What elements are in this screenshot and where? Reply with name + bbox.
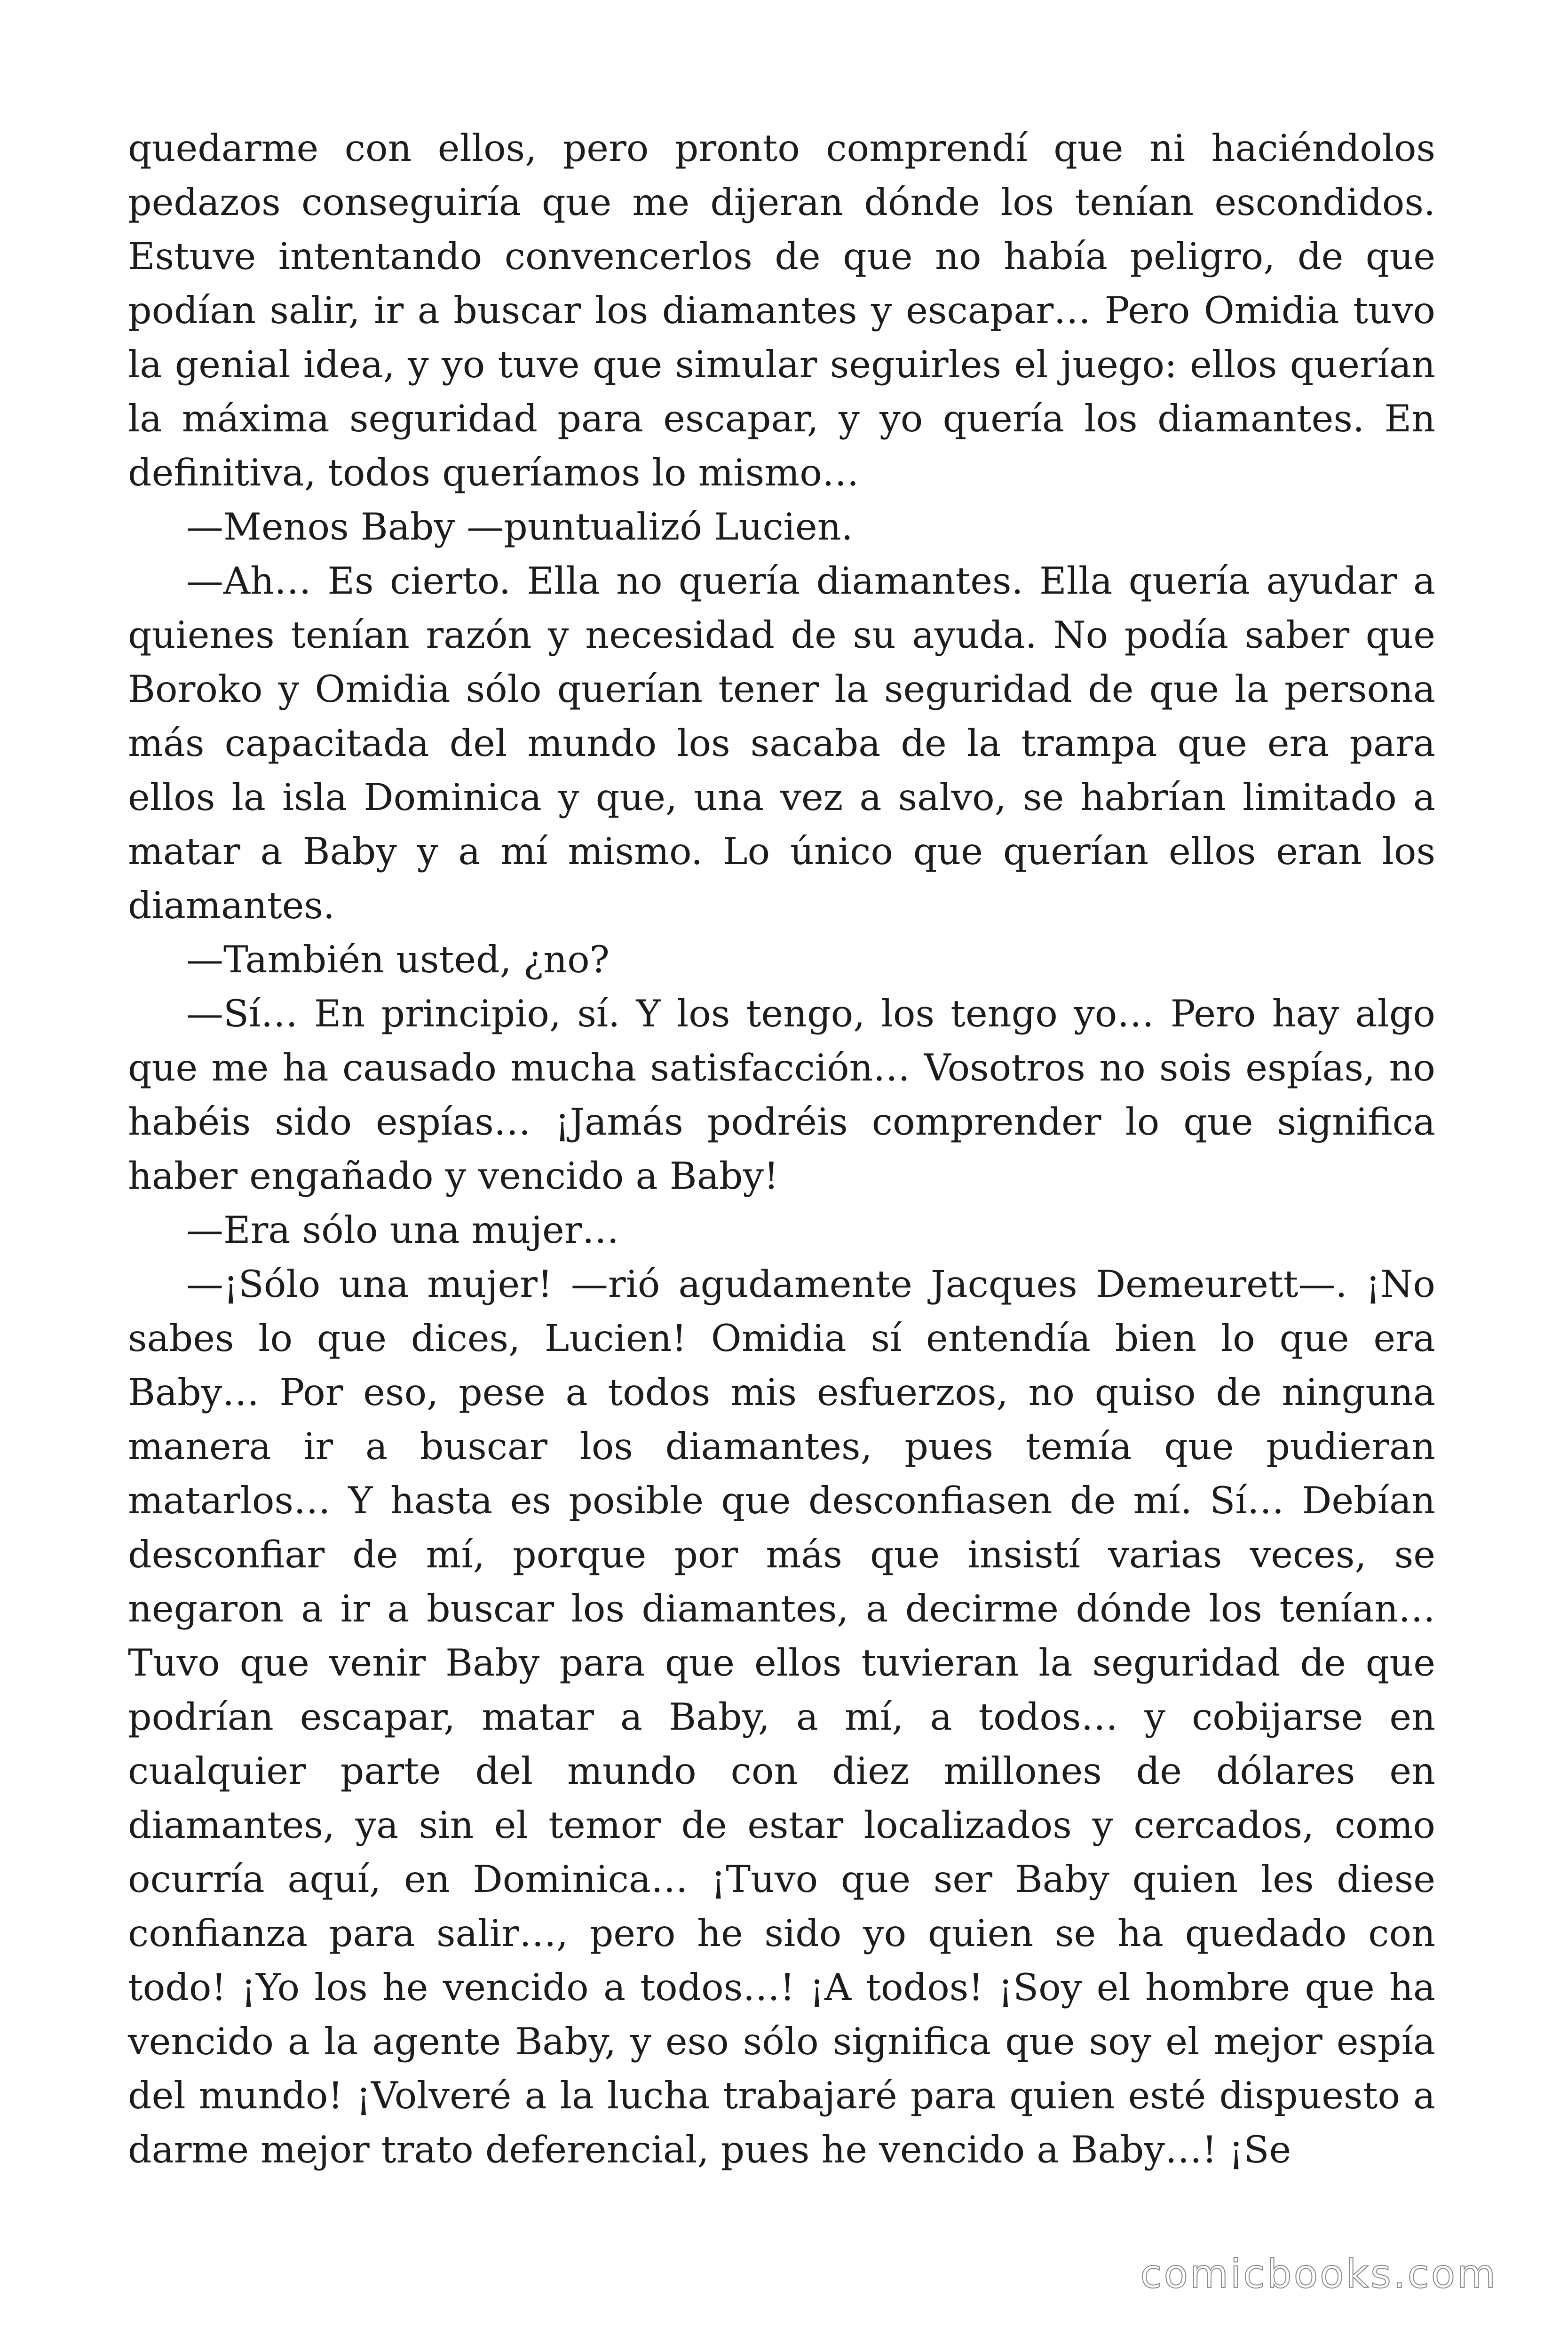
paragraph: quedarme con ellos, pero pronto comprendí que ni haciéndolos pedazos conseguiría que me dijeran dónde los tenían escondidos. Estuve intentando convencerlos de que no había peligro, de que podían salir, ir a buscar los diamantes y escapar… Pero Omidia tuvo la genial idea, y yo tuve que simular seguirles el juego: ellos querían la máxima seguridad para escapar, y yo quería los diamantes. En definitiva, todos queríamos lo mismo… [128, 127, 1435, 494]
paragraph: —Sí… En principio, sí. Y los tengo, los tengo yo… Pero hay algo que me ha causado mucha satisfacción… Vosotros no sois espías, no habéis sido espías… ¡Jamás podréis comprender lo que significa haber engañado y vencido a Baby! [128, 992, 1435, 1198]
paragraph: —Era sólo una mujer… [186, 1208, 619, 1252]
paragraph: —También usted, ¿no? [186, 938, 610, 981]
paragraph: —Menos Baby —puntualizó Lucien. [186, 505, 853, 548]
page-text [128, 121, 1435, 2177]
watermark: comicbooks.com [1140, 2251, 1497, 2297]
paragraph: —Ah… Es cierto. Ella no quería diamantes. Ella quería ayudar a quienes tenían razón y necesidad de su ayuda. No podía saber que Boroko y Omidia sólo querían tener la seguridad de que la persona más capacitada del mundo los sacaba de la trampa que era para ellos la isla Dominica y que, una vez a salvo, se habrían limitado a matar a Baby y a mí mismo. Lo único que querían ellos eran los diamantes. [128, 559, 1435, 927]
paragraph: —¡Sólo una mujer! —rió agudamente Jacques Demeurett—. ¡No sabes lo que dices, Lucien! Omidia sí entendía bien lo que era Baby… Por eso, pese a todos mis esfuerzos, no quiso de ninguna manera ir a buscar los diamantes, pues temía que pudieran matarlos… Y hasta es posible que desconfiasen de mí. Sí… Debían desconfiar de mí, porque por más que insistí varias veces, se negaron a ir a buscar los diamantes, a decirme dónde los tenían… Tuvo que venir Baby para que ellos tuvieran la seguridad de que podrían escapar, matar a Baby, a mí, a todos… y cobijarse en cualquier parte del mundo con diez millones de dólares en diamantes, ya sin el temor de estar localizados y cercados, como ocurría aquí, en Dominica… ¡Tuvo que ser Baby quien les diese confianza para salir…, pero he sido yo quien se ha quedado con todo! ¡Yo los he vencido a todos…! ¡A todos! ¡Soy el hombre que ha vencido a la agente Baby, y eso sólo significa que soy el mejor espía del mundo! ¡Volveré a la lucha trabajaré para quien esté dispuesto a darme mejor trato deferencial, pues he vencido a Baby…! ¡Se [128, 1263, 1435, 2171]
